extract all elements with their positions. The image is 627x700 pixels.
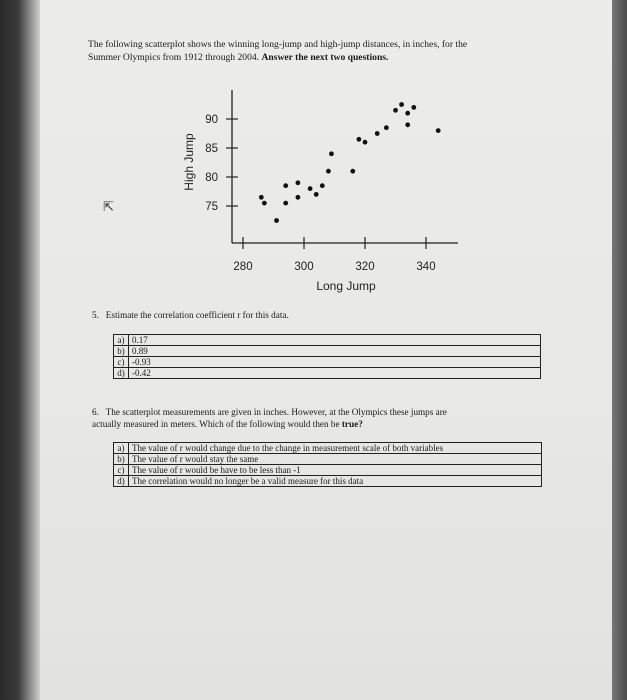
scatter-point	[320, 183, 325, 188]
x-tick-label: 340	[416, 261, 436, 273]
option-text: The value of r would stay the same	[129, 454, 542, 465]
option-letter: b)	[114, 346, 129, 357]
y-tick-label: 90	[205, 114, 218, 126]
scatter-point	[350, 169, 355, 174]
scatter-point	[262, 201, 267, 206]
question-6	[92, 406, 552, 430]
option-row[interactable]	[114, 443, 542, 454]
option-text: 0.89	[129, 346, 541, 357]
scatter-point	[259, 195, 264, 200]
question-6-text-1: The scatterplot measurements are given in inches. However, at the Olympics these jumps are	[105, 407, 447, 417]
scatter-point	[296, 180, 301, 185]
scatter-point	[405, 122, 410, 127]
chart-axes	[232, 90, 458, 243]
option-letter: c)	[114, 465, 129, 476]
intro-line-2-plain: Summer Olympics from 1912 through 2004.	[88, 52, 260, 63]
question-6-options	[113, 442, 542, 487]
scatter-point	[314, 192, 319, 197]
question-5-number: 5.	[92, 310, 99, 320]
x-tick-label: 300	[294, 261, 314, 273]
scatter-point	[375, 131, 380, 136]
scatter-point	[411, 105, 416, 110]
option-row[interactable]	[114, 346, 541, 357]
option-letter: c)	[114, 357, 129, 368]
option-text: 0.17	[129, 335, 541, 346]
x-tick-label: 280	[233, 261, 253, 273]
y-tick-label: 80	[205, 172, 218, 184]
scatter-point	[399, 102, 404, 107]
option-letter: a)	[114, 335, 129, 346]
option-row[interactable]	[114, 476, 542, 487]
option-letter: d)	[114, 476, 129, 487]
scatter-point	[326, 169, 331, 174]
scatter-point	[296, 195, 301, 200]
question-6-text-2: actually measured in meters. Which of the following would then be	[92, 419, 340, 429]
option-text: The value of r would change due to the change in measurement scale of both variables	[129, 443, 542, 454]
scatter-point	[308, 186, 313, 191]
question-6-line-1	[92, 406, 552, 418]
option-letter: a)	[114, 443, 129, 454]
y-axis-title: High Jump	[182, 133, 196, 191]
option-letter: d)	[114, 368, 129, 379]
option-row[interactable]	[114, 465, 542, 476]
scatter-point	[384, 125, 389, 130]
option-text: The correlation would no longer be a valid measure for this data	[129, 476, 542, 487]
question-5-options	[113, 334, 541, 379]
option-text: The value of r would be have to be less than -1	[129, 465, 542, 476]
question-6-true: true?	[341, 419, 363, 429]
mouse-cursor-icon: ⇱	[103, 200, 114, 215]
option-row[interactable]	[114, 335, 541, 346]
option-row[interactable]	[114, 454, 542, 465]
scatter-point	[405, 111, 410, 116]
scatter-point	[329, 151, 334, 156]
scatter-point	[357, 137, 362, 142]
option-row[interactable]	[114, 357, 541, 368]
x-tick-label: 320	[355, 261, 375, 273]
question-5	[92, 309, 289, 321]
intro-line-1: The following scatterplot shows the winning long-jump and high-jump distances, in inches, for the	[88, 39, 468, 50]
y-ticks	[205, 114, 238, 213]
scatter-point	[393, 108, 398, 113]
scatter-point	[283, 183, 288, 188]
option-row[interactable]	[114, 368, 541, 379]
x-axis-title: Long Jump	[316, 279, 376, 293]
y-tick-label: 85	[205, 143, 218, 155]
y-tick-label: 75	[205, 201, 218, 213]
option-text: -0.42	[129, 368, 541, 379]
scatter-point	[363, 140, 368, 145]
intro-line-2-bold: Answer the next two questions.	[261, 52, 389, 63]
option-text: -0.93	[129, 357, 541, 368]
scatter-point	[283, 201, 288, 206]
scatter-point	[436, 128, 441, 133]
scatter-point	[274, 218, 279, 223]
option-letter: b)	[114, 454, 129, 465]
scatter-points	[259, 102, 441, 223]
question-5-text: Estimate the correlation coefficient r for this data.	[105, 310, 289, 320]
question-6-line-2	[92, 418, 552, 430]
question-6-number: 6.	[92, 407, 99, 417]
